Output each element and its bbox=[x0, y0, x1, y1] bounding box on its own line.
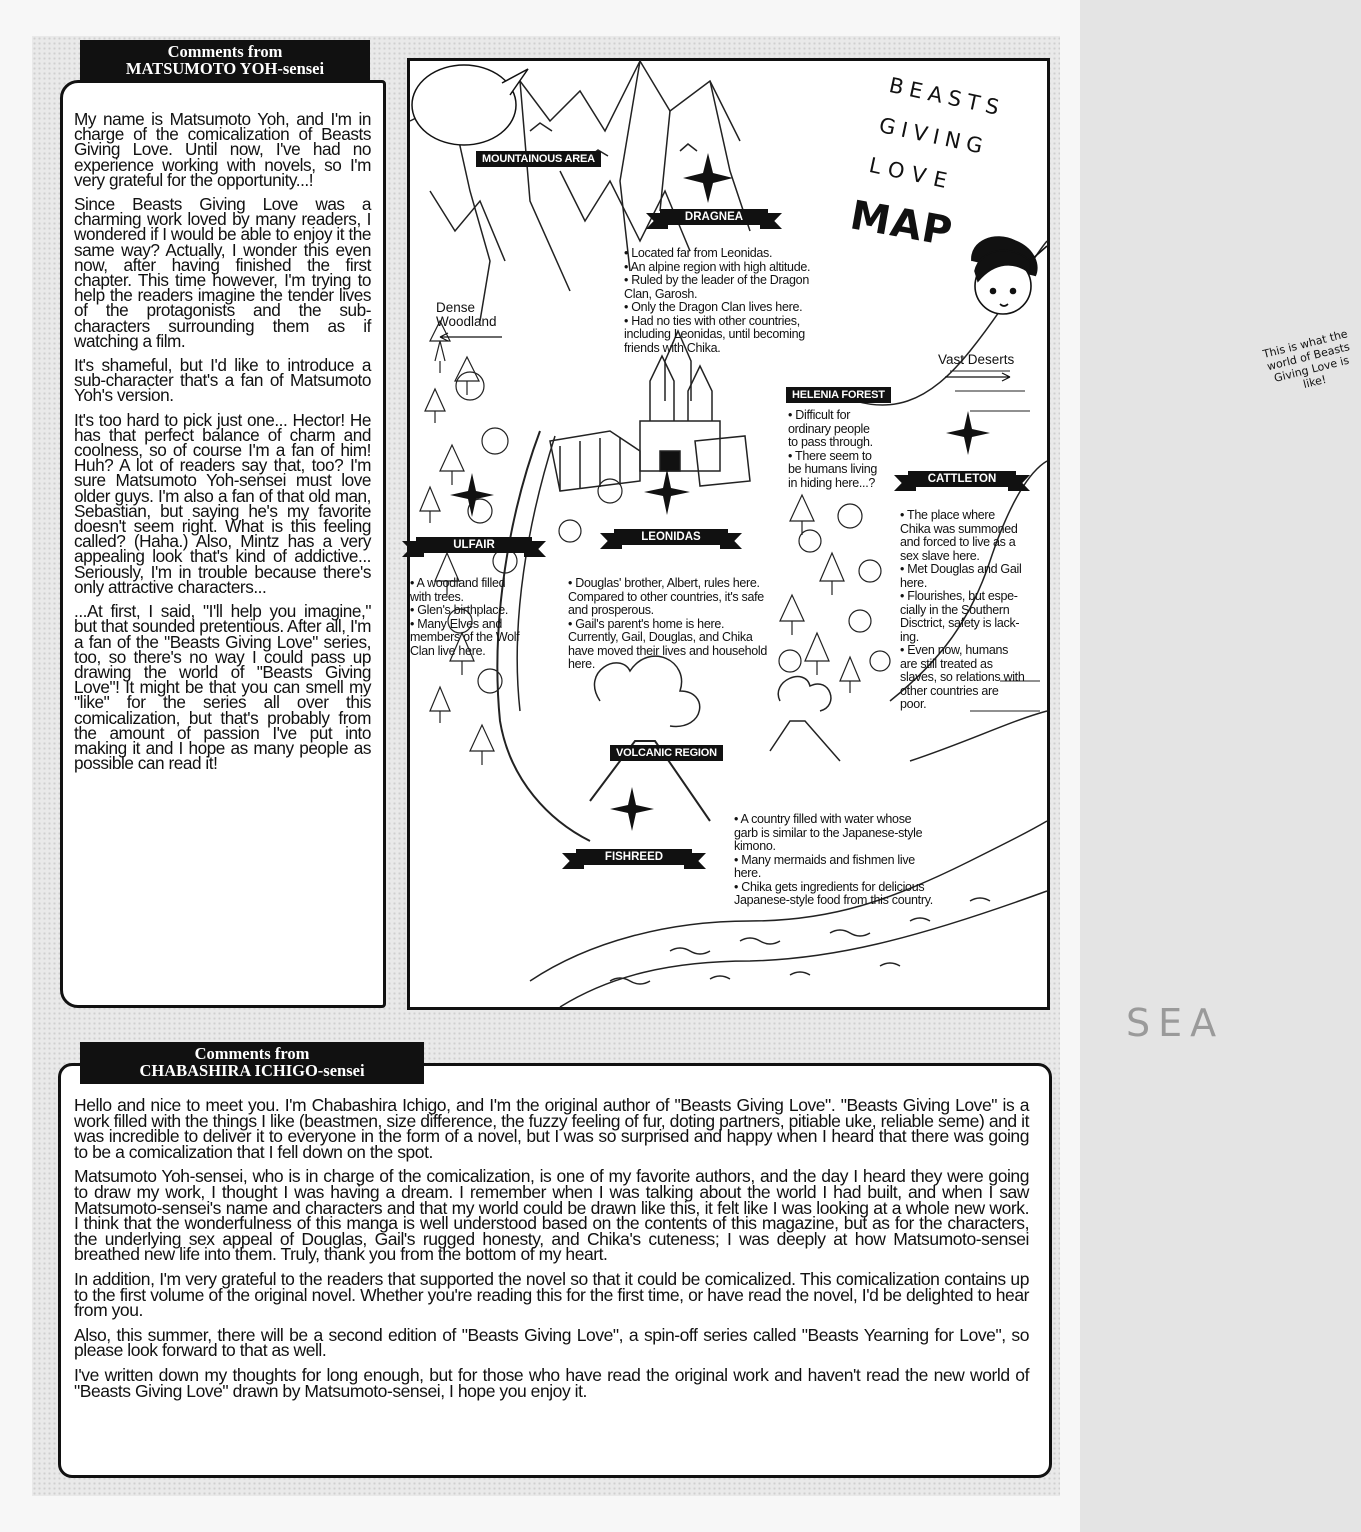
note-line: friends with Chika. bbox=[624, 340, 721, 355]
note-line: • Located far from Leonidas. bbox=[624, 246, 773, 260]
banner-leonidas-text: LEONIDAS bbox=[641, 531, 701, 543]
note-line: be humans living bbox=[788, 462, 878, 476]
chabashira-comment-header bbox=[80, 1042, 424, 1084]
note-line: ing. bbox=[900, 629, 919, 644]
note-line: • Only the Dragon Clan lives here. bbox=[624, 300, 803, 314]
note-line: poor. bbox=[900, 697, 927, 711]
note-line: • Chika gets ingredients for delicious bbox=[734, 879, 925, 894]
note-line: Clan live here. bbox=[410, 643, 486, 658]
banner-ulfair bbox=[402, 537, 546, 559]
header-line-2: MATSUMOTO YOH-sensei bbox=[125, 59, 325, 78]
note-line: Clan, Garosh. bbox=[624, 286, 698, 301]
header-line-1: Comments from bbox=[194, 1044, 310, 1063]
note-line: • There seem to bbox=[788, 448, 872, 463]
note-line: and forced to live as a bbox=[900, 535, 1016, 549]
note-line: members of the Wolf bbox=[410, 630, 520, 644]
note-line: slaves, so relations with bbox=[900, 670, 1025, 684]
note-line: including Leonidas, until becoming bbox=[624, 327, 805, 341]
label-mountainous-area: MOUNTAINOUS AREA bbox=[476, 151, 601, 167]
banner-cattleton bbox=[894, 471, 1030, 493]
paragraph: Matsumoto Yoh-sensei, who is in charge of the comicalization, is one of my favorite authors, and the day I heard they were going to draw my work, I thought I was having a dream. I remember when I was talking about the world I had built, and when I saw Matsumoto-sensei's name and characters and that my world could be drawn like this, it felt like I was looking at a whole new work. I think that the wonderfulness of this manga is well understood based on the contents of this magazine, but as for the characters, the underlying sex appeal of Douglas, Gail's rugged honesty, and Chika's cuteness; I was deeply at how Matsumoto-sensei breathed new life into them. Truly, thank you from the bottom of my heart. bbox=[74, 1166, 1029, 1265]
label-helenia-forest: HELENIA FOREST bbox=[786, 387, 891, 403]
note-line: • An alpine region with high altitude. bbox=[624, 259, 811, 274]
title-word-giving: GIVING bbox=[877, 113, 991, 160]
note-line: • A woodland filled bbox=[410, 576, 506, 590]
note-line: • Many Elves and bbox=[410, 616, 502, 631]
note-line: here. bbox=[734, 866, 761, 880]
notes-cattleton bbox=[900, 509, 1045, 712]
note-line: to pass through. bbox=[788, 435, 873, 449]
note-line: here. bbox=[900, 575, 927, 590]
note-line: • Flourishes, but espe- bbox=[900, 589, 1018, 603]
note-line: • The place where bbox=[900, 508, 995, 522]
notes-dragnea bbox=[624, 247, 834, 355]
note-line: sex slave here. bbox=[900, 548, 980, 563]
notes-leonidas bbox=[568, 577, 793, 672]
note-line: are still treated as bbox=[900, 656, 993, 671]
banner-fishreed bbox=[562, 849, 706, 871]
banner-dragnea bbox=[646, 209, 782, 231]
note-line: cially in the Southern bbox=[900, 602, 1010, 617]
note-line: • Gail's parent's home is here. bbox=[568, 616, 725, 631]
note-line: • Met Douglas and Gail bbox=[900, 562, 1022, 576]
paragraph: Also, this summer, there will be a second edition of "Beasts Giving Love", a spin-off series called "Beasts Yearning for Love", so please look forward to that as well. bbox=[74, 1324, 1029, 1361]
title-word-love: LOVE bbox=[867, 153, 957, 195]
header-line-1: Comments from bbox=[167, 42, 283, 61]
label-dense-woodland bbox=[436, 301, 497, 329]
header-line-2: CHABASHIRA ICHIGO-sensei bbox=[139, 1061, 365, 1080]
note-line: with trees. bbox=[410, 589, 464, 604]
label-volcanic-region: VOLCANIC REGION bbox=[610, 745, 723, 761]
note-line: Disctrict, safety is lack- bbox=[900, 616, 1020, 630]
label-sea: SEA bbox=[1126, 1001, 1225, 1045]
note-line: Japanese-style food from this country. bbox=[734, 893, 933, 907]
notes-fishreed bbox=[734, 813, 964, 908]
paragraph: In addition, I'm very grateful to the readers that supported the novel so that it could be comicalized. This comicalization contains up to the first volume of the original novel. Whether you're reading this for the first time, or have read the novel, I'd be delighted to hear from you. bbox=[74, 1268, 1029, 1321]
note-line: Chika was summoned bbox=[900, 521, 1018, 536]
note-line: • A country filled with water whose bbox=[734, 812, 912, 826]
speech-bubble bbox=[410, 61, 522, 151]
speech-bubble-text: This is what the world of Beasts Giving Love is like! bbox=[1261, 327, 1352, 392]
paragraph: It's shameful, but I'd like to introduce a sub-character that's a fan of Matsumoto Yoh's version. bbox=[74, 355, 371, 406]
note-line: Currently, Gail, Douglas, and Chika bbox=[568, 630, 753, 644]
note-line: here. bbox=[568, 657, 595, 671]
note-line: ordinary people bbox=[788, 421, 870, 436]
paragraph: My name is Matsumoto Yoh, and I'm in charge of the comicalization of Beasts Giving Love. Until now, I've had no experience working with novels, so I'm very grateful for the opportunity...! bbox=[74, 109, 371, 190]
note-line: and prosperous. bbox=[568, 603, 654, 617]
matsumoto-comment-header bbox=[80, 40, 370, 82]
paragraph: ...At first, I said, "I'll help you imagine," but that sounded pretentious. After all, I'm a fan of the "Beasts Giving Love" series, too, so there's no way I could pass up drawing the world of "Beasts Giving Love"! It might be that you can smell my "like" for the series all over this comicalization, but that's probably from the amount of passion I've put into making it and I hope as many people as possible can read it! bbox=[74, 601, 371, 774]
paragraph: Hello and nice to meet you. I'm Chabashira Ichigo, and I'm the original author of "Beasts Giving Love". "Beasts Giving Love" is a work filled with the things I like (beastmen, size difference, the fuzzy feeling of fur, doting partners, pitiable uke, reliable seme) and it was incredible to deliver it to everyone in the form of a novel, but I was so surprised and happy when I heard that there was going to be a comicalization that I fell down on the spot. bbox=[74, 1095, 1029, 1162]
banner-cattleton-text: CATTLETON bbox=[927, 473, 997, 485]
title-map-word: MAP bbox=[846, 192, 957, 256]
notes-helenia-forest bbox=[788, 409, 900, 490]
note-line: • Had no ties with other countries, bbox=[624, 313, 800, 328]
note-line: garb is similar to the Japanese-style bbox=[734, 825, 923, 840]
paragraph: I've written down my thoughts for long enough, but for those who have read the original work and haven't read the new world of "Beasts Giving Love" drawn by Matsumoto-sensei, I hope you enjoy it. bbox=[74, 1364, 1029, 1401]
note-line: • Many mermaids and fishmen live bbox=[734, 852, 915, 867]
note-line: • Glen's birthplace. bbox=[410, 603, 509, 617]
banner-dragnea-text: DRAGNEA bbox=[684, 211, 744, 223]
label-vast-deserts: Vast Deserts bbox=[938, 352, 1015, 367]
notes-ulfair bbox=[410, 577, 535, 658]
note-line: • Ruled by the leader of the Dragon bbox=[624, 273, 809, 287]
paragraph: It's too hard to pick just one... Hector! He has that perfect balance of charm and coolness, so of course I'm a fan of him! Huh? A lot of readers say that, too? I'm sure Matsumoto Yoh-sensei must love older guys. I'm also a fan of that old man, Sebastian, but saying he's my favorite doesn't seem right. What is this feeling called? (Haha.) Also, Mintz has a very appealing look that's kind of addictive... Seriously, I'm in trouble because there's only attractive characters... bbox=[74, 409, 371, 597]
note-line: other countries are bbox=[900, 683, 999, 698]
matsumoto-comment-text bbox=[74, 109, 371, 780]
note-line: • Douglas' brother, Albert, rules here. bbox=[568, 576, 760, 590]
world-map-panel bbox=[407, 58, 1352, 1045]
chabashira-comment-text bbox=[74, 1095, 1029, 1408]
title-word-beasts: BEASTS bbox=[887, 73, 1007, 121]
note-line: have moved their lives and household bbox=[568, 643, 768, 658]
note-line: kimono. bbox=[734, 839, 776, 853]
banner-leonidas bbox=[600, 529, 742, 551]
dense-woodland-line-1: Dense bbox=[436, 300, 476, 315]
note-line: • Even now, humans bbox=[900, 643, 1009, 657]
note-line: • Difficult for bbox=[788, 408, 851, 422]
banner-fishreed-text: FISHREED bbox=[604, 851, 664, 863]
dense-woodland-line-2: Woodland bbox=[436, 314, 497, 329]
banner-ulfair-text: ULFAIR bbox=[453, 539, 495, 551]
note-line: in hiding here...? bbox=[788, 475, 876, 490]
note-line: Compared to other countries, it's safe bbox=[568, 589, 764, 604]
paragraph: Since Beasts Giving Love was a charming work loved by many readers, I wondered if I would be able to enjoy it the same way? Actually, I wonder this even now, after having finished the first chapter. This time however, I'm trying to help the readers imagine the tender lives of the protagonists and the sub-characters surrounding them as if watching a film. bbox=[74, 194, 371, 351]
